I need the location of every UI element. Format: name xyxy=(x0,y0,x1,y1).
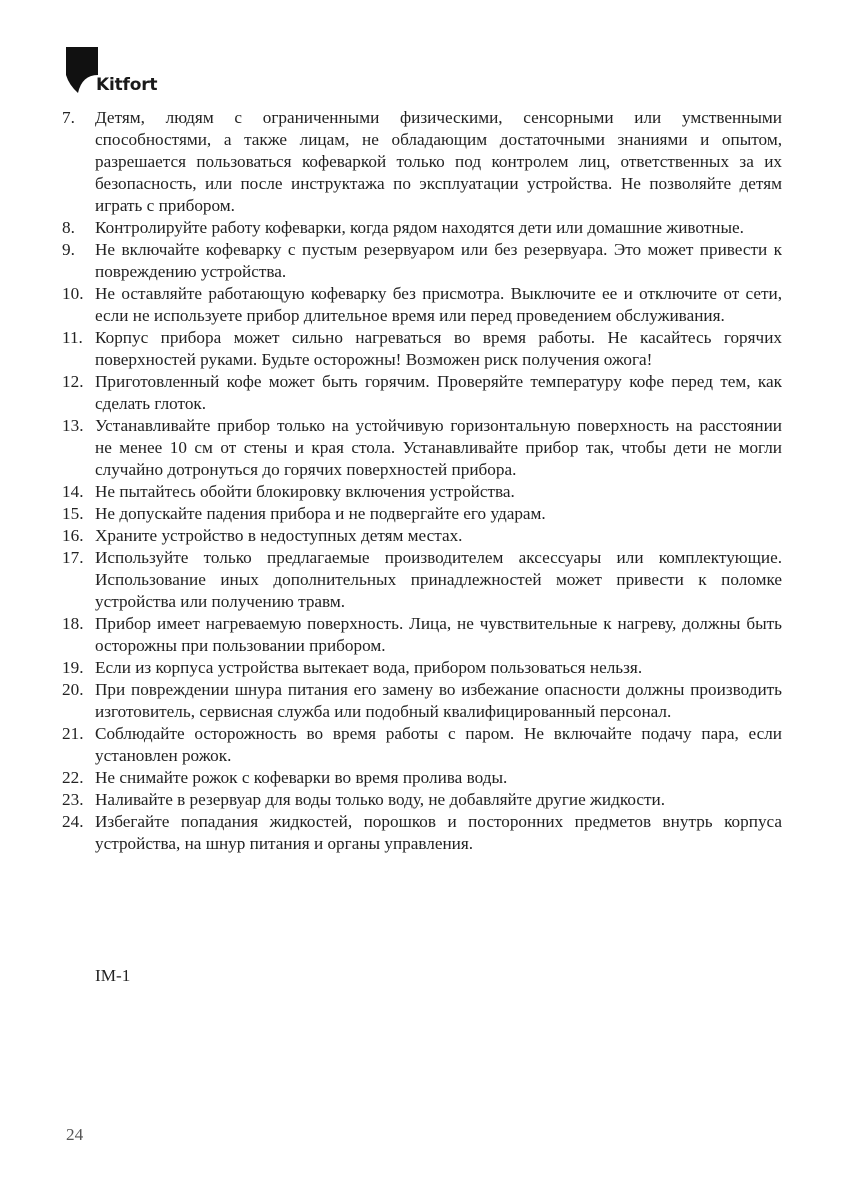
instruction-text: Наливайте в резервуар для воды только воду, не добавляйте другие жидкости. xyxy=(95,790,666,809)
instruction-number: 17. xyxy=(62,548,84,567)
instruction-number: 20. xyxy=(62,680,84,699)
instruction-text: Прибор имеет нагреваемую поверхность. Лица, не чувствительные к нагреву, должны быть осторожны при пользовании прибором. xyxy=(95,614,782,655)
instruction-text: Не оставляйте работающую кофеварку без присмотра. Выключите ее и отключите от сети, если не используете прибор длительное время или перед проведением обслуживания. xyxy=(95,284,782,325)
instruction-item xyxy=(62,547,782,613)
instruction-text: Контролируйте работу кофеварки, когда рядом находятся дети или домашние животные. xyxy=(95,218,744,237)
instruction-number: 11. xyxy=(62,328,83,347)
instruction-item xyxy=(62,723,782,767)
instruction-number: 19. xyxy=(62,658,84,677)
instruction-number: 15. xyxy=(62,504,84,523)
instruction-number: 12. xyxy=(62,372,84,391)
instruction-text: Детям, людям с ограниченными физическими, сенсорными или умственными способностями, а также лицам, не обладающим достаточными знаниями и опытом, разрешается пользоваться кофеваркой только под контролем лиц, ответственных за их безопасность, или после инструктажа по эксплуатации устройства. Не позволяйте детям играть с прибором. xyxy=(95,108,782,215)
instruction-item xyxy=(62,371,782,415)
instruction-number: 8. xyxy=(62,218,75,237)
instruction-number: 23. xyxy=(62,790,84,809)
instruction-text: Устанавливайте прибор только на устойчивую горизонтальную поверхность на расстоянии не менее 10 см от стены и края стола. Устанавливайте прибор так, чтобы дети не могли случайно дотронуться до горячих поверхностей прибора. xyxy=(95,416,782,479)
instruction-item xyxy=(62,503,782,525)
instruction-item xyxy=(62,481,782,503)
instruction-text: Корпус прибора может сильно нагреваться во время работы. Не касайтесь горячих поверхностей руками. Будьте осторожны! Возможен риск получения ожога! xyxy=(95,328,782,369)
instruction-item xyxy=(62,107,782,217)
instruction-number: 24. xyxy=(62,812,84,831)
instruction-text: Если из корпуса устройства вытекает вода, прибором пользоваться нельзя. xyxy=(95,658,643,677)
instruction-item xyxy=(62,767,782,789)
instruction-item xyxy=(62,525,782,547)
instruction-number: 13. xyxy=(62,416,84,435)
instruction-item xyxy=(62,239,782,283)
instruction-text: При повреждении шнура питания его замену во избежание опасности должны производить изготовитель, сервисная служба или подобный квалифицированный персонал. xyxy=(95,680,782,721)
instruction-text: Не пытайтесь обойти блокировку включения устройства. xyxy=(95,482,515,501)
instruction-text: Приготовленный кофе может быть горячим. Проверяйте температуру кофе перед тем, как сделать глоток. xyxy=(95,372,782,413)
instruction-number: 16. xyxy=(62,526,84,545)
instruction-item xyxy=(62,415,782,481)
instruction-text: Избегайте попадания жидкостей, порошков и посторонних предметов внутрь корпуса устройства, на шнур питания и органы управления. xyxy=(95,812,782,853)
instruction-text: Не включайте кофеварку с пустым резервуаром или без резервуара. Это может привести к повреждению устройства. xyxy=(95,240,782,281)
instruction-text: Не допускайте падения прибора и не подвергайте его ударам. xyxy=(95,504,546,523)
page-number: 24 xyxy=(66,1125,84,1144)
instruction-item xyxy=(62,811,782,855)
kitfort-logo-mark-icon xyxy=(66,47,98,93)
instruction-text: Храните устройство в недоступных детям местах. xyxy=(95,526,463,545)
model-code: IM-1 xyxy=(95,966,131,985)
instruction-text: Используйте только предлагаемые производителем аксессуары или комплектующие. Использование иных дополнительных принадлежностей может привести к поломке устройства или получению травм. xyxy=(95,548,782,611)
instruction-item xyxy=(62,789,782,811)
instruction-number: 21. xyxy=(62,724,84,743)
instruction-item xyxy=(62,657,782,679)
instruction-number: 10. xyxy=(62,284,84,303)
instruction-item xyxy=(62,679,782,723)
instruction-item xyxy=(62,217,782,239)
instruction-item xyxy=(62,283,782,327)
brand-name: Kitfort xyxy=(96,75,158,95)
instruction-number: 22. xyxy=(62,768,84,787)
instruction-item xyxy=(62,613,782,657)
instruction-number: 9. xyxy=(62,240,75,259)
safety-instructions-list xyxy=(62,107,782,855)
instruction-number: 18. xyxy=(62,614,84,633)
instruction-number: 14. xyxy=(62,482,84,501)
instruction-item xyxy=(62,327,782,371)
instruction-text: Соблюдайте осторожность во время работы с паром. Не включайте подачу пара, если установлен рожок. xyxy=(95,724,782,765)
instruction-text: Не снимайте рожок с кофеварки во время пролива воды. xyxy=(95,768,508,787)
instruction-number: 7. xyxy=(62,108,75,127)
